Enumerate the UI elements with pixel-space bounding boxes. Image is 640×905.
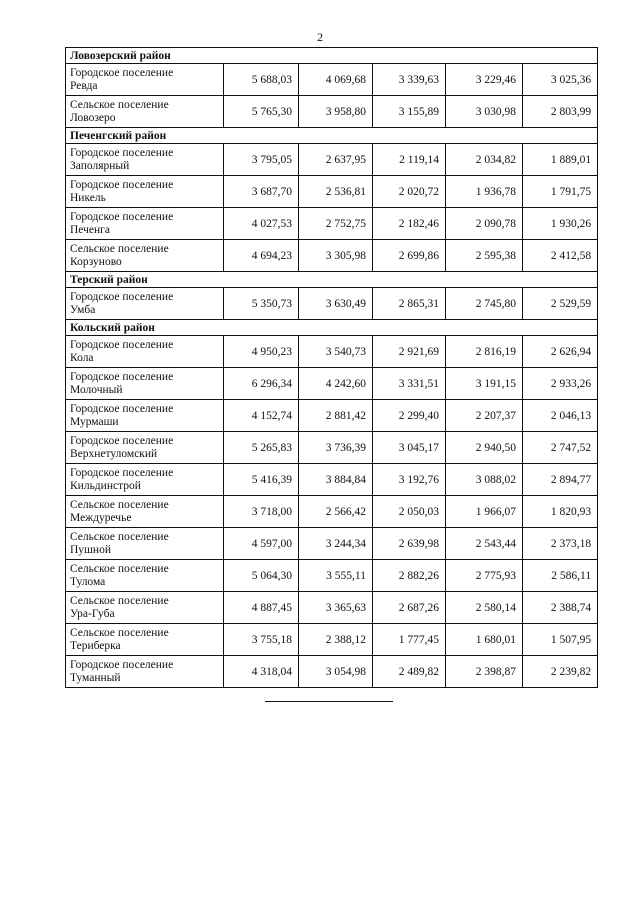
value-cell: 3 736,39: [299, 432, 373, 464]
settlement-name: Кильдинстрой: [70, 479, 141, 492]
value-cell: 3 229,46: [446, 64, 523, 96]
section-title: Терский район: [66, 272, 598, 288]
value-cell: 2 566,42: [299, 496, 373, 528]
settlement-name-cell: [66, 288, 224, 320]
settlement-type: Сельское поселение: [70, 530, 169, 543]
value-cell: 2 182,46: [373, 208, 446, 240]
value-cell: 2 687,26: [373, 592, 446, 624]
settlement-type: Городское поселение: [70, 338, 174, 351]
value-cell: 2 543,44: [446, 528, 523, 560]
value-cell: 2 933,26: [523, 368, 598, 400]
settlement-name: Пушной: [70, 543, 111, 556]
value-cell: 3 540,73: [299, 336, 373, 368]
settlement-name: Умба: [70, 303, 96, 316]
settlement-name-cell: [66, 496, 224, 528]
settlement-type: Сельское поселение: [70, 626, 169, 639]
value-cell: 5 265,83: [224, 432, 299, 464]
page-number: 2: [317, 30, 323, 44]
settlement-name-cell: [66, 208, 224, 240]
table-row: [66, 240, 598, 272]
table-row: [66, 176, 598, 208]
settlement-name: Туманный: [70, 671, 121, 684]
value-cell: 3 339,63: [373, 64, 446, 96]
value-cell: 2 775,93: [446, 560, 523, 592]
value-cell: 3 191,15: [446, 368, 523, 400]
value-cell: 1 680,01: [446, 624, 523, 656]
table-row: [66, 96, 598, 128]
table-row: [66, 464, 598, 496]
value-cell: 4 069,68: [299, 64, 373, 96]
settlement-type: Городское поселение: [70, 66, 174, 79]
value-cell: 4 027,53: [224, 208, 299, 240]
value-cell: 3 555,11: [299, 560, 373, 592]
settlement-name: Мурмаши: [70, 415, 119, 428]
value-cell: 4 597,00: [224, 528, 299, 560]
value-cell: 5 688,03: [224, 64, 299, 96]
value-cell: 2 747,52: [523, 432, 598, 464]
settlement-name-cell: [66, 240, 224, 272]
value-cell: 2 752,75: [299, 208, 373, 240]
value-cell: 3 958,80: [299, 96, 373, 128]
value-cell: 2 046,13: [523, 400, 598, 432]
value-cell: 5 765,30: [224, 96, 299, 128]
value-cell: 2 745,80: [446, 288, 523, 320]
value-cell: 2 090,78: [446, 208, 523, 240]
value-cell: 5 416,39: [224, 464, 299, 496]
value-cell: 2 373,18: [523, 528, 598, 560]
table-row: [66, 432, 598, 464]
value-cell: 3 155,89: [373, 96, 446, 128]
value-cell: 1 966,07: [446, 496, 523, 528]
value-cell: 2 489,82: [373, 656, 446, 688]
value-cell: 1 889,01: [523, 144, 598, 176]
settlement-name: Кола: [70, 351, 94, 364]
value-cell: 3 045,17: [373, 432, 446, 464]
table-row: [66, 400, 598, 432]
table-row: [66, 592, 598, 624]
value-cell: 2 921,69: [373, 336, 446, 368]
value-cell: 1 777,45: [373, 624, 446, 656]
value-cell: 2 803,99: [523, 96, 598, 128]
table-row: [66, 624, 598, 656]
table-row: [66, 336, 598, 368]
value-cell: 2 586,11: [523, 560, 598, 592]
settlement-name-cell: [66, 336, 224, 368]
settlement-name-cell: [66, 176, 224, 208]
value-cell: 2 050,03: [373, 496, 446, 528]
settlement-type: Сельское поселение: [70, 242, 169, 255]
value-cell: 5 064,30: [224, 560, 299, 592]
settlements-table: [65, 47, 598, 688]
table-row: [66, 64, 598, 96]
value-cell: 2 639,98: [373, 528, 446, 560]
settlement-type: Сельское поселение: [70, 562, 169, 575]
end-rule: [265, 701, 393, 702]
value-cell: 2 894,77: [523, 464, 598, 496]
value-cell: 2 580,14: [446, 592, 523, 624]
value-cell: 3 331,51: [373, 368, 446, 400]
settlement-type: Городское поселение: [70, 210, 174, 223]
settlement-type: Городское поселение: [70, 466, 174, 479]
table-row: [66, 528, 598, 560]
value-cell: 3 884,84: [299, 464, 373, 496]
value-cell: 1 936,78: [446, 176, 523, 208]
value-cell: 4 694,23: [224, 240, 299, 272]
settlement-name: Верхнетуломский: [70, 447, 158, 460]
value-cell: 1 930,26: [523, 208, 598, 240]
section-header-row: [66, 272, 598, 288]
settlement-name-cell: [66, 368, 224, 400]
settlement-name-cell: [66, 528, 224, 560]
section-header-row: [66, 128, 598, 144]
value-cell: 2 119,14: [373, 144, 446, 176]
settlement-type: Сельское поселение: [70, 498, 169, 511]
value-cell: 1 791,75: [523, 176, 598, 208]
settlement-name-cell: [66, 464, 224, 496]
settlement-name: Ловозеро: [70, 111, 116, 124]
value-cell: 2 239,82: [523, 656, 598, 688]
section-title: Печенгский район: [66, 128, 598, 144]
table-row: [66, 560, 598, 592]
value-cell: 3 718,00: [224, 496, 299, 528]
value-cell: 3 054,98: [299, 656, 373, 688]
settlement-name: Молочный: [70, 383, 123, 396]
value-cell: 2 865,31: [373, 288, 446, 320]
table-row: [66, 208, 598, 240]
settlement-name: Ревда: [70, 79, 98, 92]
table-row: [66, 144, 598, 176]
value-cell: 4 242,60: [299, 368, 373, 400]
settlement-name: Корзуново: [70, 255, 122, 268]
value-cell: 6 296,34: [224, 368, 299, 400]
settlement-name: Ура-Губа: [70, 607, 115, 620]
value-cell: 2 940,50: [446, 432, 523, 464]
settlement-name: Тулома: [70, 575, 106, 588]
settlement-name-cell: [66, 592, 224, 624]
table-body: [66, 48, 598, 688]
section-title: Ловозерский район: [66, 48, 598, 64]
settlement-name-cell: [66, 96, 224, 128]
settlement-type: Городское поселение: [70, 658, 174, 671]
value-cell: 2 816,19: [446, 336, 523, 368]
settlement-name-cell: [66, 400, 224, 432]
value-cell: 3 687,70: [224, 176, 299, 208]
section-header-row: [66, 320, 598, 336]
settlement-type: Городское поселение: [70, 178, 174, 191]
value-cell: 4 887,45: [224, 592, 299, 624]
value-cell: 3 755,18: [224, 624, 299, 656]
value-cell: 3 305,98: [299, 240, 373, 272]
value-cell: 2 412,58: [523, 240, 598, 272]
value-cell: 1 507,95: [523, 624, 598, 656]
table-row: [66, 496, 598, 528]
value-cell: 2 207,37: [446, 400, 523, 432]
value-cell: 2 398,87: [446, 656, 523, 688]
value-cell: 2 626,94: [523, 336, 598, 368]
value-cell: 3 795,05: [224, 144, 299, 176]
settlement-type: Городское поселение: [70, 434, 174, 447]
settlement-name: Заполярный: [70, 159, 130, 172]
settlement-type: Городское поселение: [70, 290, 174, 303]
section-title: Кольский район: [66, 320, 598, 336]
settlement-name-cell: [66, 624, 224, 656]
settlement-type: Городское поселение: [70, 370, 174, 383]
settlement-name: Териберка: [70, 639, 121, 652]
value-cell: 3 192,76: [373, 464, 446, 496]
value-cell: 2 388,74: [523, 592, 598, 624]
value-cell: 2 881,42: [299, 400, 373, 432]
value-cell: 2 882,26: [373, 560, 446, 592]
value-cell: 4 950,23: [224, 336, 299, 368]
value-cell: 3 025,36: [523, 64, 598, 96]
settlement-type: Сельское поселение: [70, 98, 169, 111]
table-row: [66, 656, 598, 688]
settlement-name-cell: [66, 432, 224, 464]
settlement-name-cell: [66, 560, 224, 592]
settlement-name-cell: [66, 64, 224, 96]
value-cell: 4 318,04: [224, 656, 299, 688]
settlement-type: Сельское поселение: [70, 594, 169, 607]
value-cell: 3 630,49: [299, 288, 373, 320]
table-row: [66, 288, 598, 320]
value-cell: 2 595,38: [446, 240, 523, 272]
section-header-row: [66, 48, 598, 64]
value-cell: 2 020,72: [373, 176, 446, 208]
value-cell: 3 244,34: [299, 528, 373, 560]
value-cell: 2 536,81: [299, 176, 373, 208]
settlement-name: Печенга: [70, 223, 110, 236]
value-cell: 3 088,02: [446, 464, 523, 496]
value-cell: 3 365,63: [299, 592, 373, 624]
value-cell: 2 529,59: [523, 288, 598, 320]
value-cell: 1 820,93: [523, 496, 598, 528]
settlement-name: Никель: [70, 191, 106, 204]
settlement-name-cell: [66, 656, 224, 688]
value-cell: 2 388,12: [299, 624, 373, 656]
table-row: [66, 368, 598, 400]
value-cell: 2 034,82: [446, 144, 523, 176]
value-cell: 2 299,40: [373, 400, 446, 432]
settlement-name: Междуречье: [70, 511, 132, 524]
value-cell: 5 350,73: [224, 288, 299, 320]
settlement-type: Городское поселение: [70, 402, 174, 415]
settlement-type: Городское поселение: [70, 146, 174, 159]
value-cell: 2 699,86: [373, 240, 446, 272]
value-cell: 4 152,74: [224, 400, 299, 432]
value-cell: 2 637,95: [299, 144, 373, 176]
settlement-name-cell: [66, 144, 224, 176]
value-cell: 3 030,98: [446, 96, 523, 128]
